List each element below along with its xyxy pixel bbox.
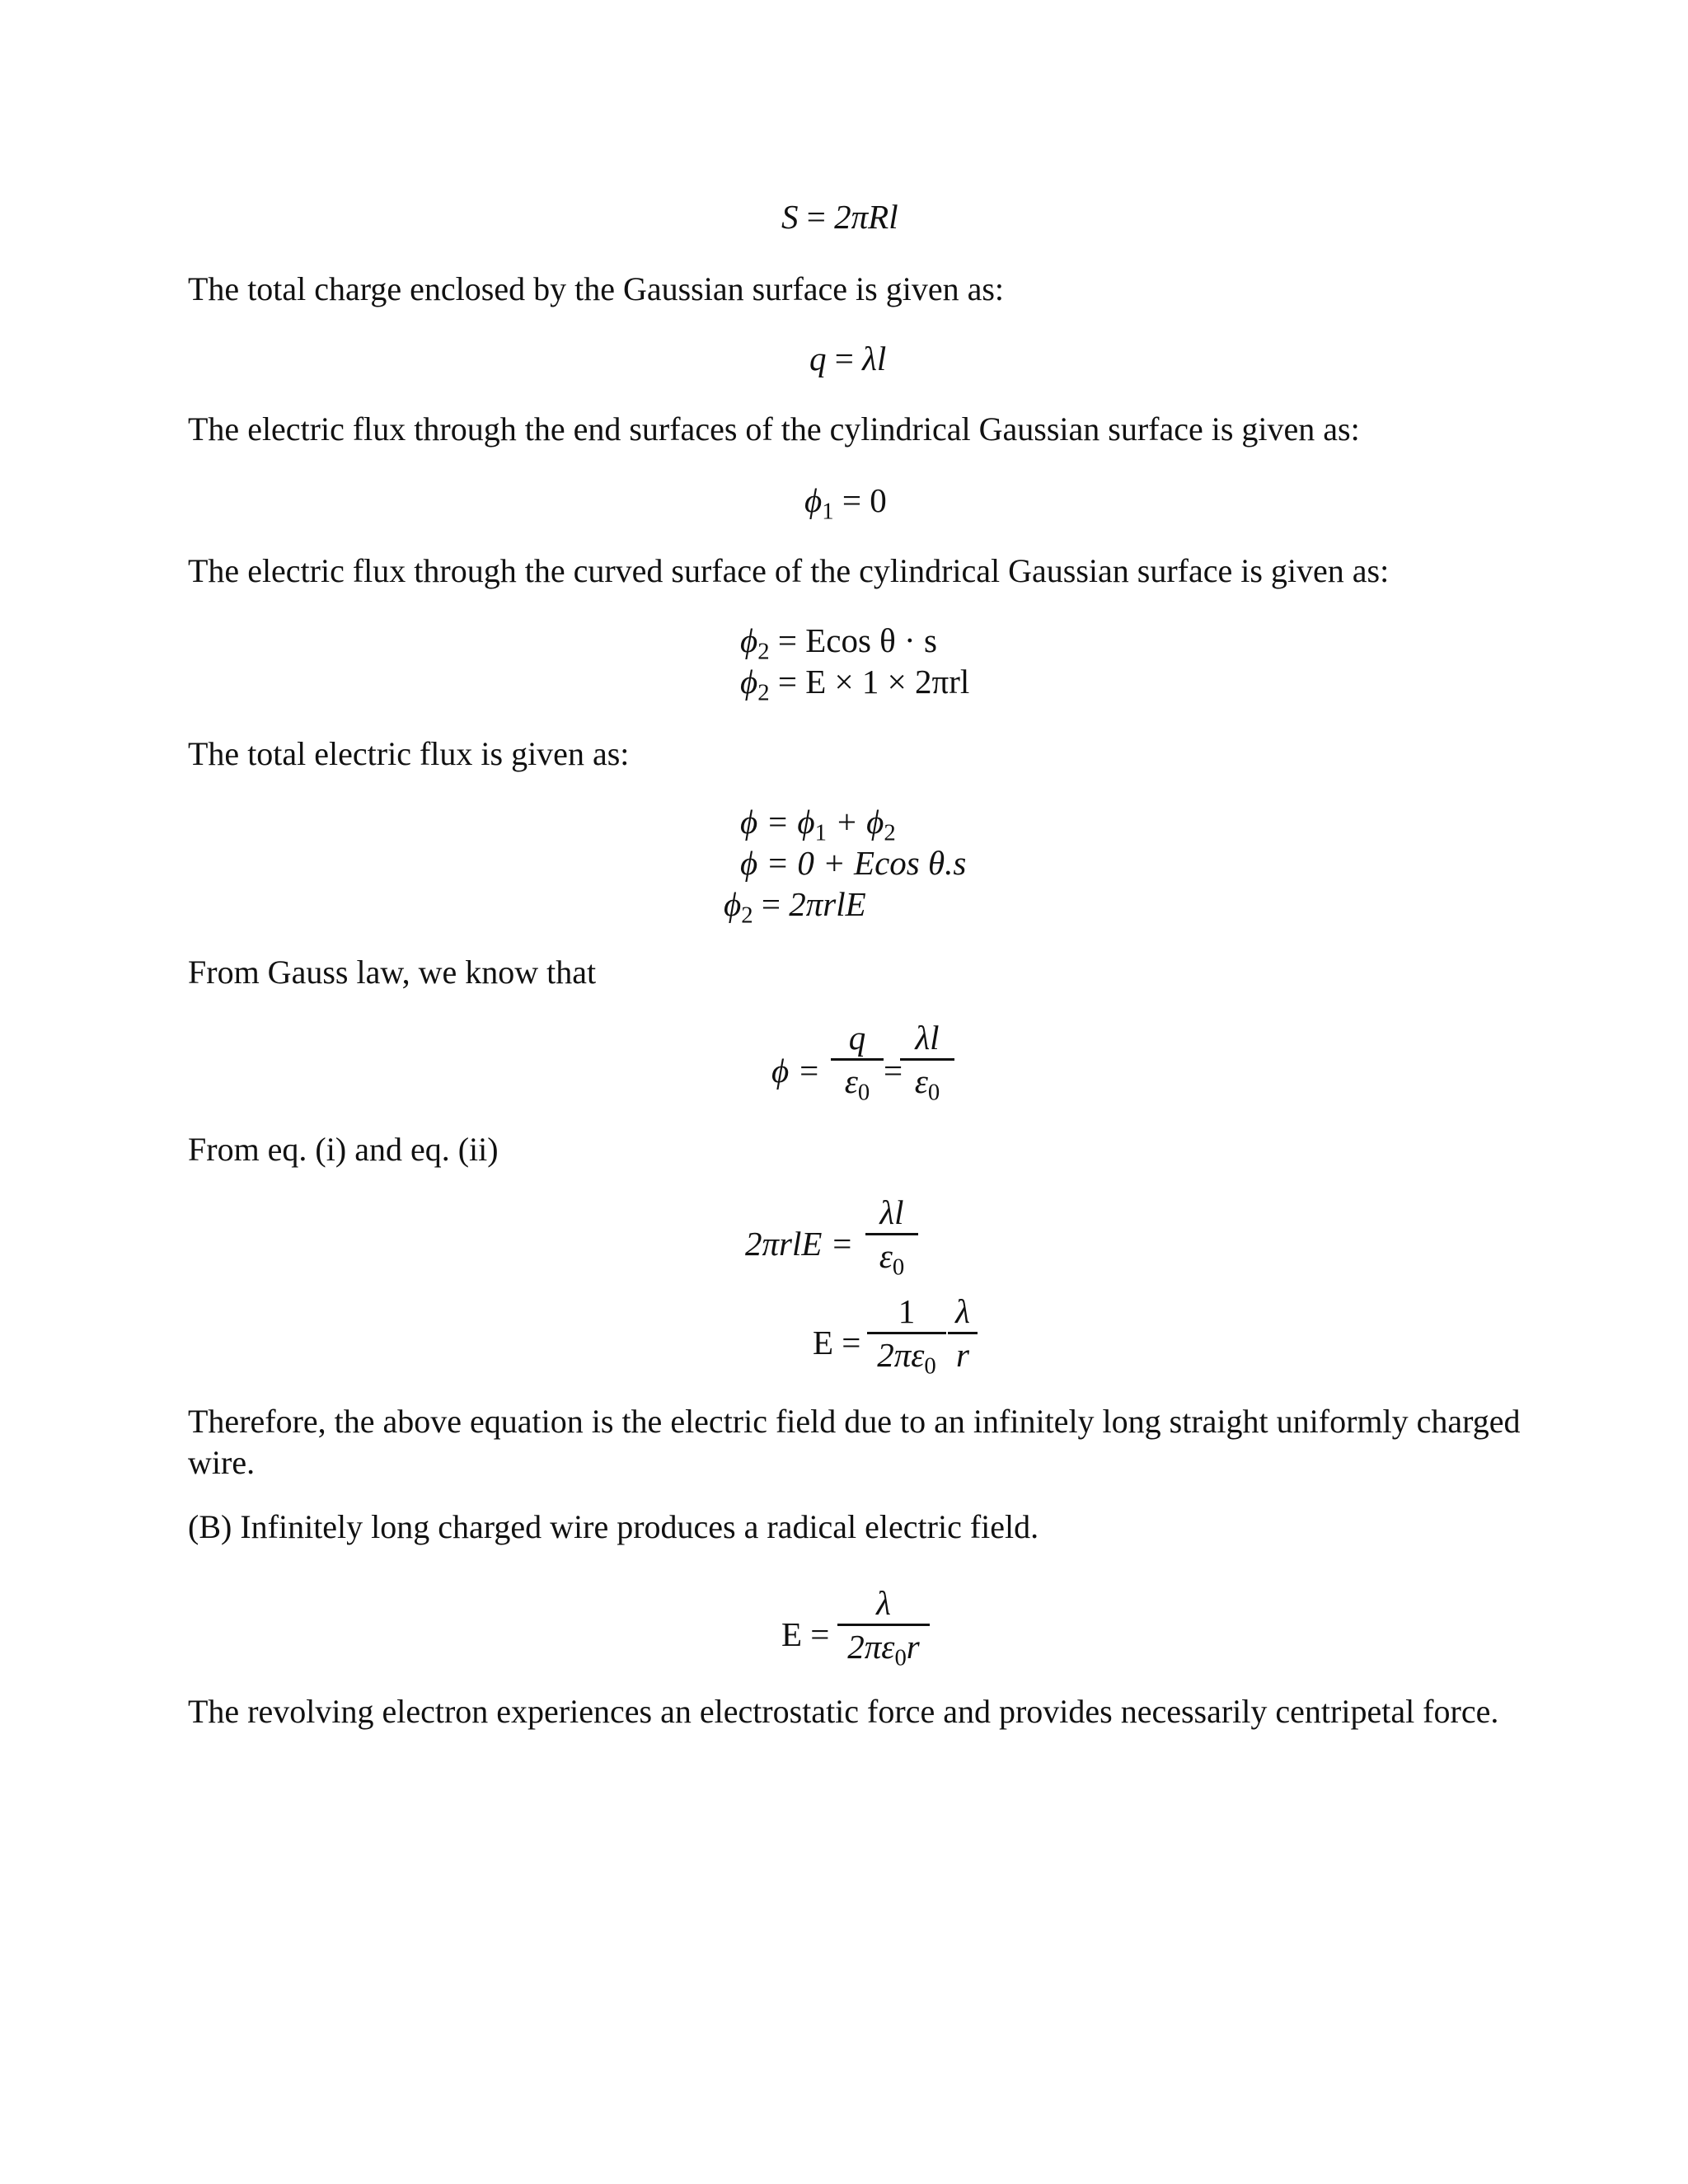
equation-phi2-result: [724, 883, 866, 929]
eq-sign: =: [884, 1052, 903, 1090]
eq-subscript: 2: [741, 902, 753, 929]
eq-subscript-1: 1: [814, 819, 827, 846]
paragraph-curved-flux: The electric flux through the curved surface of the cylindrical Gaussian surface is given as:: [188, 552, 1390, 589]
fraction-numerator: 1: [898, 1292, 916, 1330]
fraction-denominator: ε: [914, 1062, 928, 1100]
fraction-denominator-subscript: 0: [857, 1079, 870, 1106]
fraction-q-over-eps: [831, 1019, 884, 1106]
fraction-denominator: r: [956, 1336, 969, 1374]
fraction-denominator-subscript: 0: [894, 1644, 907, 1671]
eq-rhs: 2πRl: [834, 198, 898, 236]
paragraph-electron-force: The revolving electron experiences an electrostatic force and provides necessarily centripetal force.: [188, 1693, 1499, 1730]
equation-phi2-cos: [740, 620, 937, 665]
eq-sign: =: [769, 621, 806, 659]
eq-mid: + ϕ: [826, 803, 884, 841]
eq-subscript: 2: [757, 679, 770, 706]
eq-lhs: 2πrlE =: [745, 1225, 854, 1263]
paragraph-total-flux: The total electric flux is given as:: [188, 735, 630, 772]
fraction-numerator: λ: [876, 1584, 891, 1622]
eq-lhs: E =: [813, 1324, 861, 1361]
fraction-bar: [900, 1058, 954, 1061]
fraction-numerator: q: [848, 1019, 866, 1057]
eq-lhs: ϕ: [740, 663, 758, 701]
paragraph-conclusion: Therefore, the above equation is the electric field due to an infinitely long straight uniformly charged wire.: [188, 1403, 1521, 1481]
fraction-bar: [831, 1058, 884, 1061]
eq-lhs: E =: [781, 1615, 830, 1653]
equation-surface-area: [781, 196, 898, 237]
fraction-bar: [837, 1624, 930, 1626]
eq-subscript: 1: [822, 498, 834, 525]
eq-lhs: S: [781, 198, 799, 236]
eq-rhs: E × 1 × 2πrl: [805, 663, 970, 701]
paragraph-from-equations: From eq. (i) and eq. (ii): [188, 1131, 499, 1168]
paragraph-radial-field: (B) Infinitely long charged wire produces a radical electric field.: [188, 1508, 1039, 1545]
fraction-bar: [948, 1332, 978, 1334]
eq-sign: =: [798, 198, 835, 236]
fraction-lambda-over-two-pi-eps-r: [837, 1584, 930, 1671]
eq-rhs: Ecos θ · s: [805, 621, 937, 659]
fraction-bar: [865, 1233, 918, 1235]
fraction-lambda-over-r: [948, 1292, 978, 1374]
fraction-denominator: ε: [879, 1237, 893, 1275]
paragraph-gauss-law: From Gauss law, we know that: [188, 954, 597, 991]
fraction-lambda-l-over-eps: [900, 1019, 954, 1106]
equation-phi1: [804, 480, 887, 525]
eq-sign: =: [769, 663, 806, 701]
equation-phi2-value: [740, 661, 970, 706]
fraction-denominator-subscript: 0: [892, 1254, 905, 1281]
eq-rhs: 2πrlE: [789, 885, 866, 923]
equation-phi-cos: [740, 842, 966, 883]
paragraph-end-flux: The electric flux through the end surfaces of the cylindrical Gaussian surface is given as:: [188, 410, 1360, 448]
fraction-numerator: λl: [915, 1019, 940, 1057]
eq-rhs: 0: [870, 481, 887, 519]
eq-lhs: q: [809, 340, 827, 377]
eq-subscript-2: 2: [884, 819, 896, 846]
fraction-one-over-two-pi-eps: [867, 1292, 946, 1380]
fraction-denominator: 2πε: [877, 1336, 925, 1374]
fraction-numerator: λl: [879, 1193, 904, 1231]
equation-charge: [809, 338, 886, 379]
eq-rhs: λl: [862, 340, 887, 377]
eq-sign: =: [833, 481, 870, 519]
eq-text: ϕ = 0 + Ecos θ.s: [740, 844, 967, 882]
fraction-lambda-l-over-eps: [865, 1193, 918, 1281]
fraction-denominator: ε: [844, 1062, 858, 1100]
paragraph-total-charge: The total charge enclosed by the Gaussian surface is given as:: [188, 270, 1005, 307]
fraction-denominator: 2πε: [847, 1628, 895, 1666]
fraction-numerator: λ: [955, 1292, 970, 1330]
fraction-denominator-subscript: 0: [924, 1352, 936, 1380]
eq-sign: =: [826, 340, 863, 377]
fraction-denominator-subscript: 0: [927, 1079, 940, 1106]
eq-lhs: ϕ: [724, 885, 742, 923]
eq-sign: =: [753, 885, 790, 923]
fraction-bar: [867, 1332, 946, 1334]
eq-text: ϕ = ϕ: [740, 803, 815, 841]
eq-lhs: ϕ: [740, 621, 758, 659]
equation-phi-sum: [740, 801, 896, 846]
eq-subscript: 2: [757, 638, 770, 665]
fraction-denominator-tail: r: [906, 1628, 920, 1666]
eq-lhs: ϕ =: [771, 1052, 821, 1090]
eq-lhs: ϕ: [804, 481, 823, 519]
